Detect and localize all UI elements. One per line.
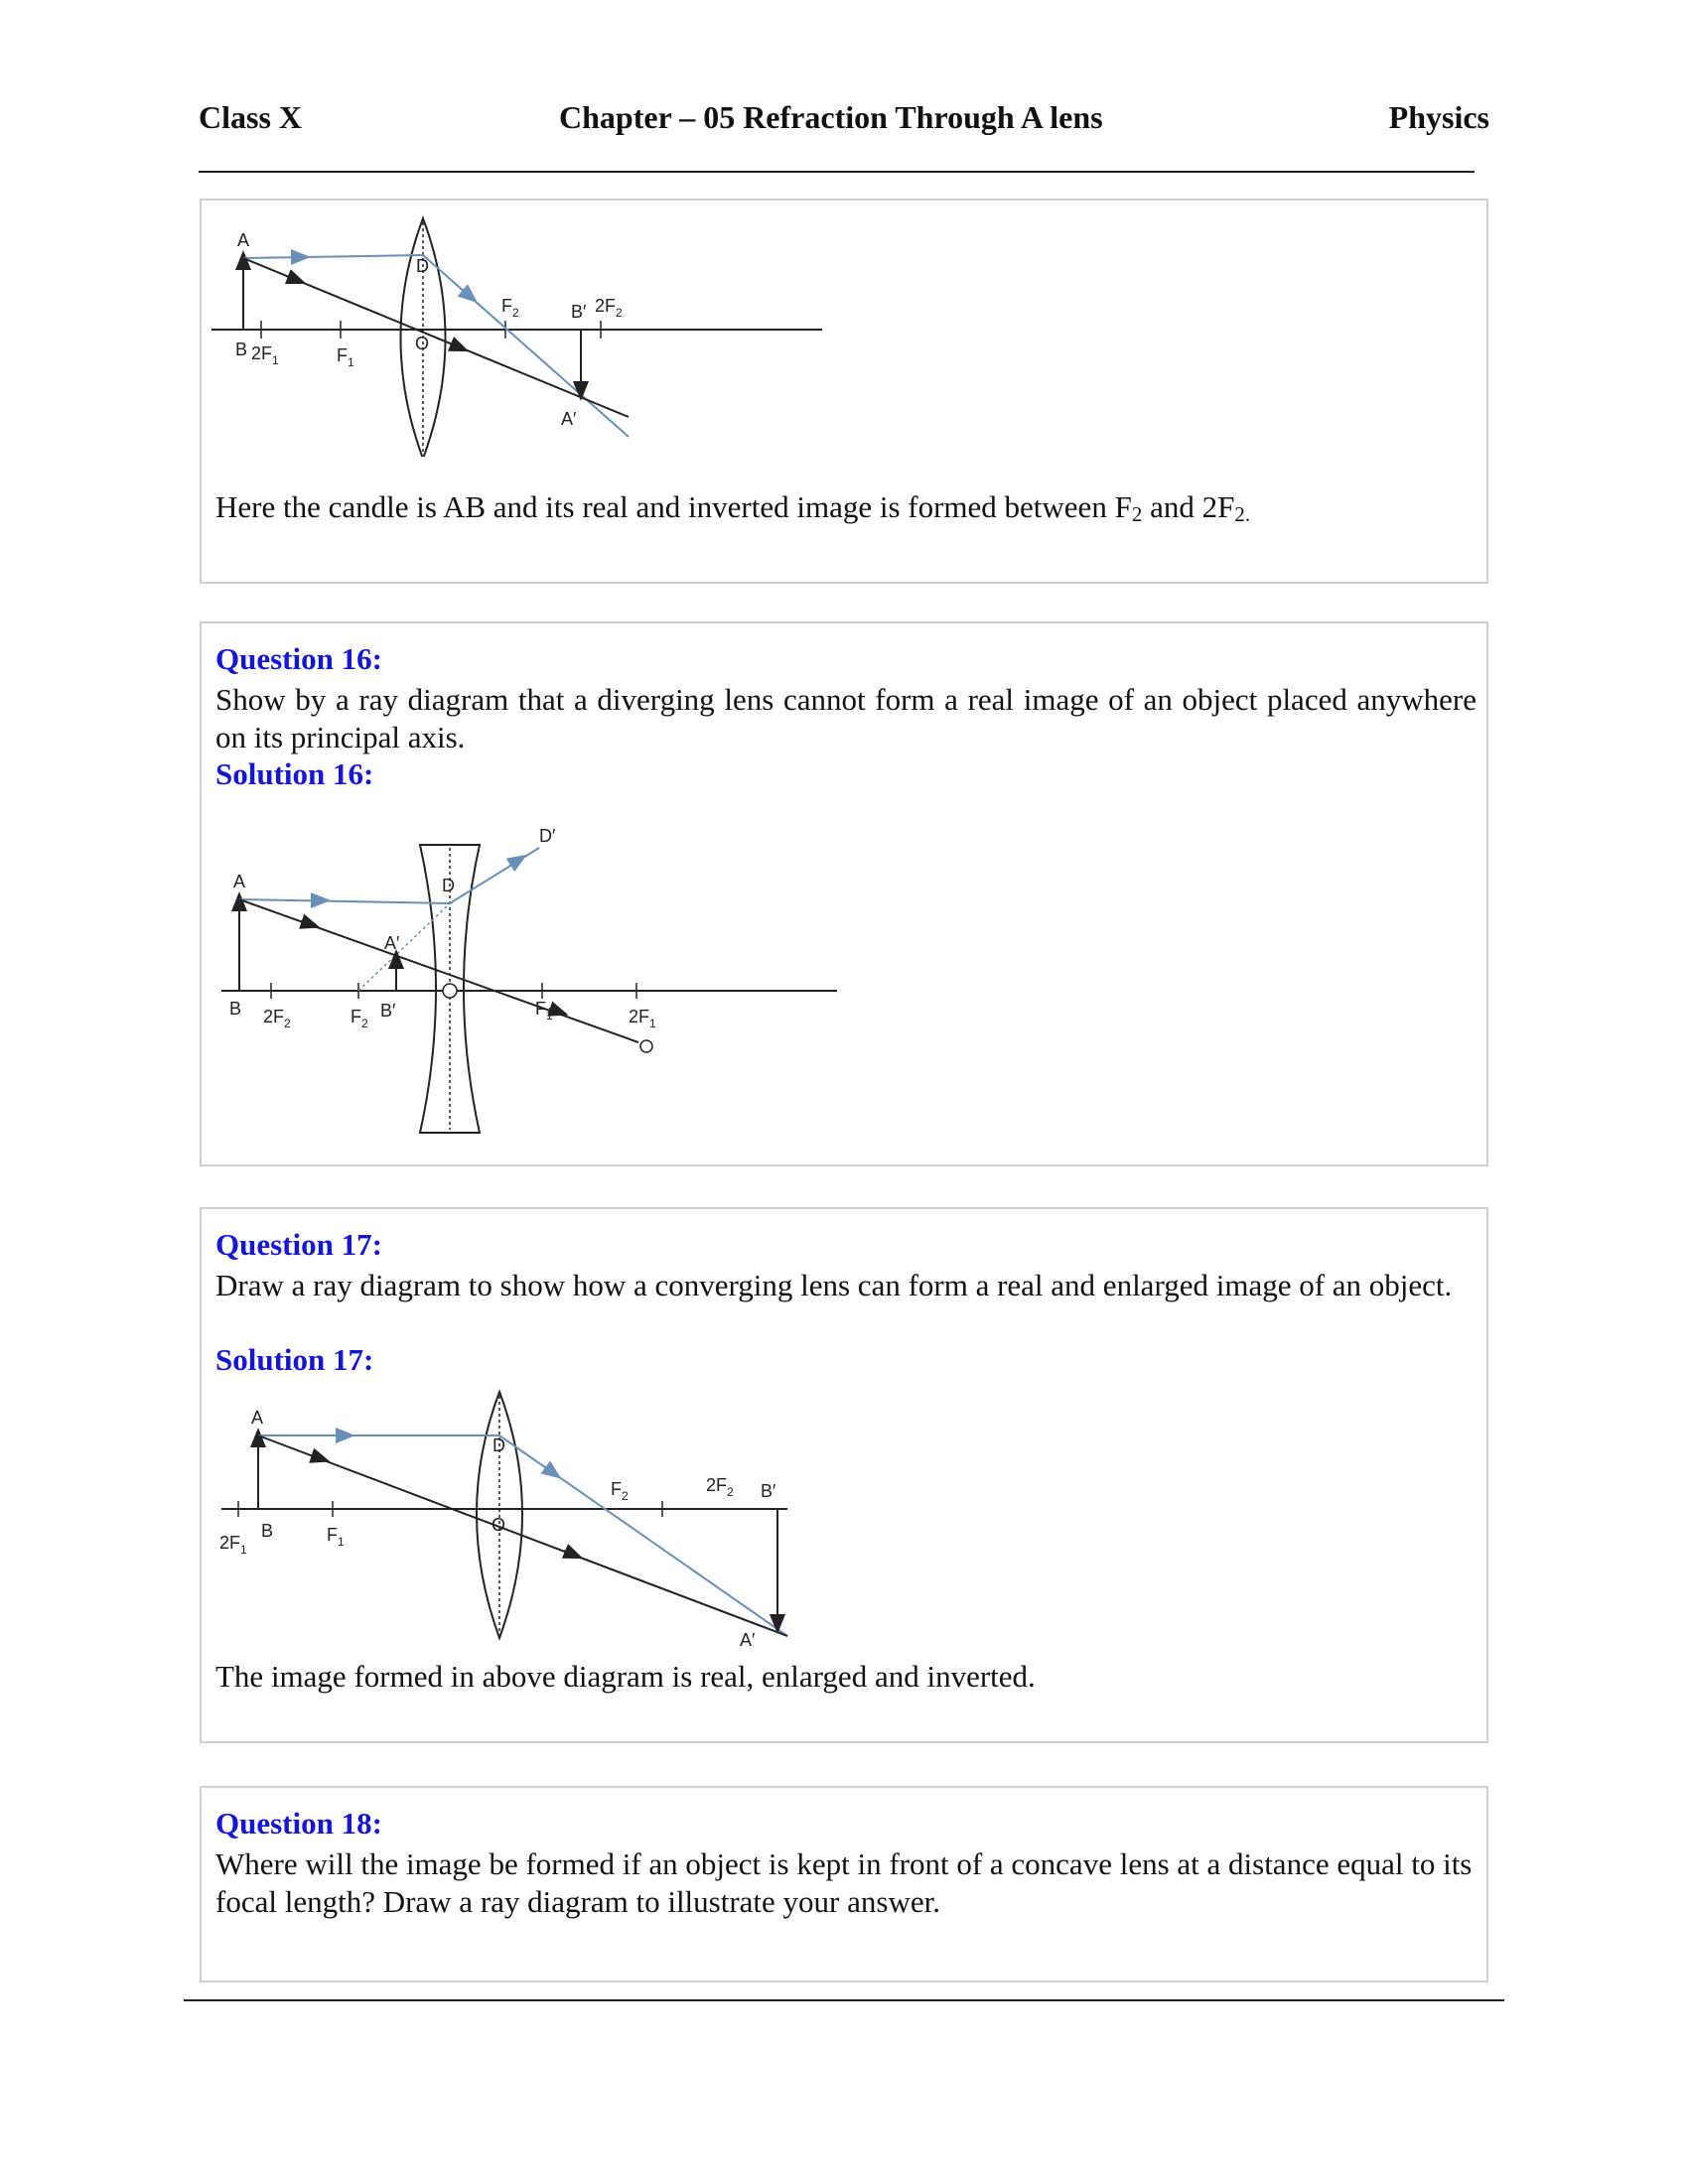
header-class: Class X [199, 99, 303, 135]
question-16-title: Question 16: [215, 641, 382, 676]
question-18-title: Question 18: [215, 1806, 382, 1841]
question-17-title: Question 17: [215, 1227, 382, 1262]
label-b: B [235, 340, 248, 359]
question-18-text: Where will the image be formed if an object is kept in front of a concave lens at a distance equal to its focal length? Draw a ray diagram to illustrate your answer. [215, 1846, 1473, 1919]
page-header [199, 99, 1489, 143]
refracted-ray [499, 1435, 787, 1636]
label-d: D [442, 876, 455, 895]
ray-end-marker [640, 1040, 652, 1052]
label-f1: $F_1$ [337, 345, 354, 369]
convex-lens-diagram-1 [211, 208, 827, 457]
diverged-ray [450, 848, 539, 903]
header-chapter: Chapter – 05 Refraction Through A lens [559, 99, 1103, 135]
parallel-ray [243, 255, 423, 258]
header-divider [199, 171, 1475, 173]
solution-17-caption: The image formed in above diagram is real, enlarged and inverted. [215, 1659, 1036, 1694]
solution-17-title: Solution 17: [215, 1342, 374, 1377]
label-a-prime: A′ [561, 409, 577, 429]
label-b-prime: B′ [761, 1481, 776, 1501]
label-a: A [251, 1408, 264, 1428]
question-17-box [200, 1207, 1488, 1743]
label-b: B [229, 999, 242, 1019]
central-ray [239, 899, 638, 1042]
central-ray [243, 258, 629, 417]
label-2f2: $2F_2$ [595, 296, 623, 320]
label-f2: $F_2$ [501, 296, 519, 320]
concave-lens-diagram [211, 800, 847, 1138]
label-d-prime: D′ [539, 826, 556, 846]
label-d: D [416, 256, 429, 276]
label-b-prime: B′ [571, 302, 587, 322]
label-2f1: $2F_1$ [251, 343, 279, 367]
label-d: D [492, 1435, 505, 1455]
label-2f1: $2F_1$ [629, 1007, 656, 1030]
label-o: O [415, 334, 430, 353]
header-subject: Physics [1388, 99, 1489, 135]
label-f2: $F_2$ [351, 1007, 368, 1030]
label-2f1: $2F_1$ [219, 1533, 247, 1557]
question-16-text: Show by a ray diagram that a diverging lens cannot form a real image of an object placed anywhere on its principal axis. [215, 682, 1477, 754]
solution-15-box [200, 199, 1488, 584]
question-16-box [200, 621, 1488, 1166]
parallel-ray [239, 899, 450, 903]
label-a-prime: A′ [384, 933, 400, 953]
convex-lens-diagram-2 [211, 1384, 827, 1652]
solution-15-caption: Here the candle is AB and its real and inverted image is formed between $F_2$ and $2F_{2.}$ [215, 489, 1251, 526]
label-a-prime: A′ [740, 1630, 756, 1650]
label-2f2: $2F_2$ [706, 1475, 734, 1499]
optical-center [443, 984, 457, 998]
label-f1: $F_1$ [327, 1525, 345, 1549]
question-17-text: Draw a ray diagram to show how a converging lens can form a real and enlarged image of an object. [215, 1268, 1453, 1302]
label-f2: $F_2$ [611, 1479, 629, 1503]
label-a: A [233, 872, 246, 891]
label-o: O [492, 1515, 506, 1535]
label-b: B [261, 1521, 274, 1541]
question-18-box [200, 1786, 1488, 1982]
label-a: A [237, 230, 250, 250]
label-f1: $F_1$ [535, 999, 553, 1023]
label-2f2: $2F_2$ [263, 1007, 291, 1030]
footer-divider [184, 1999, 1504, 2001]
solution-16-title: Solution 16: [215, 756, 374, 791]
label-b-prime: B′ [380, 1001, 396, 1021]
